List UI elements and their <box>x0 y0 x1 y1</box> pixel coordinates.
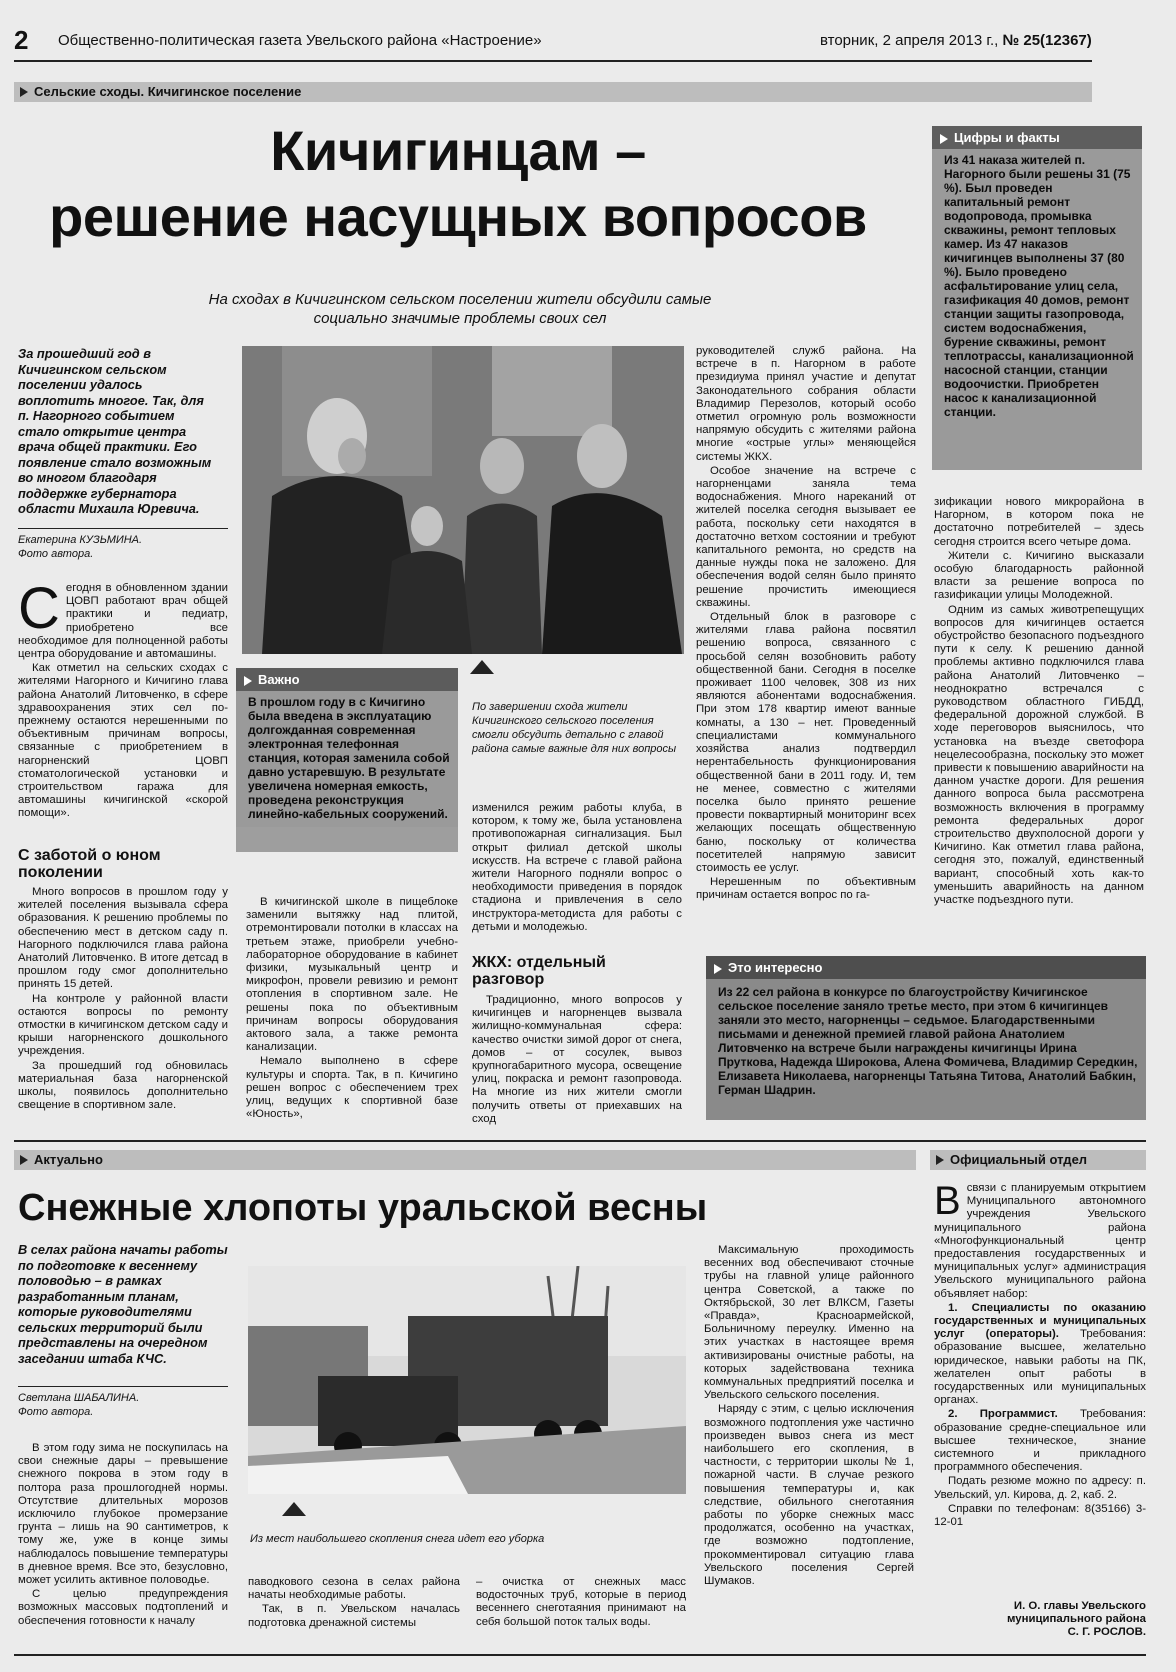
meeting-photo-image <box>242 346 684 654</box>
official-item1-title: 1. Специалисты по оказанию государственных и муниципальных услуг (операторы). <box>934 1301 1146 1341</box>
sign-line3: С. Г. РОСЛОВ. <box>1067 1626 1146 1639</box>
a2-col1-p1: В этом году зима не поскупилась на свои снежные дары – превышение снежного покрова в этом году в полтора раза прошлогодней нормы. Отсутствие длительных морозов исключило глубокое промерзание грунта – лишь на 90 сантиметров, к тому же, уже в конце зимы наблюдалось повышение температуры в дневное время. Все это, безусловно, может усилить активное половодье. <box>18 1442 228 1587</box>
article2-col3 <box>476 1576 686 1630</box>
headline-line2: решение насущных вопросов <box>49 185 867 248</box>
article1-col2 <box>246 896 458 1122</box>
issue-date <box>820 32 1092 50</box>
a2-col2-p2: Так, в п. Увельском началась подготовка дренажной системы <box>248 1603 460 1629</box>
article1-col1 <box>18 576 228 822</box>
col2-p2: Немало выполнено в сфере культуры и спорта. Так, в п. Кичигино решен вопрос с обеспечением трех улиц, ведущих к спортивной базе «Юность», <box>246 1055 458 1121</box>
headline-line1: Кичигинцам – <box>270 119 646 182</box>
col1-p5: За прошедший год обновилась материальная база нагорненской школы, появилось дополнительно свещение в спортивном зале. <box>18 1059 228 1112</box>
caption-triangle-icon <box>470 660 494 674</box>
article2-headline: Снежные хлопоты уральской весны <box>18 1187 708 1229</box>
article1-col3 <box>472 802 682 935</box>
sign-line2: муниципального района <box>1007 1613 1146 1626</box>
a2-col1-p2: С целью предупреждения возможных массовых подтоплений и обеспечения готовности к началу <box>18 1588 228 1627</box>
article2-photo-credit: Фото автора. <box>18 1406 94 1418</box>
col3-p1: изменился режим работы клуба, в котором, к тому же, была установлена противопожарная сигнализация. Был открыт филиал детской школы искусств. На встрече с главой района жители Нагорного подняли вопрос о необходимости приведения в порядок стадиона и привлечения в село инструктора-методиста для работы с детьми и молодежью. <box>472 802 682 933</box>
rubric-article2: Актуально <box>14 1150 916 1170</box>
official-text <box>934 1179 1146 1530</box>
dropcap-v: В <box>934 1179 961 1223</box>
meeting-photo <box>242 346 684 654</box>
article1-col5 <box>934 496 1144 908</box>
sign-line1: И. О. главы Увельского <box>1013 1600 1146 1612</box>
publication-name: Общественно-политическая газета Увельского района «Настроение» <box>58 32 542 49</box>
a2-col3-p1: – очистка от снежных масс водосточных труб, которые в период весеннего снеготаяния принимают на себя большой поток талых воды. <box>476 1576 686 1628</box>
photo2-caption: Из мест наибольшего скопления снега идет его уборка <box>250 1533 545 1545</box>
col1-p3: Много вопросов в прошлом году у жителей поселения вызывала сфера образования. К решению проблемы по обеспечению мест в детском саду п. Нагорного подключился глава района Анатолий Литовченко. В итоге детсад в прошлом году смог дополнительно принять 15 детей. <box>18 886 228 991</box>
interesting-box <box>706 956 1146 1120</box>
bottom-rule <box>14 1654 1146 1656</box>
article2-col2 <box>248 1576 460 1631</box>
col5-p1: зификации нового микрорайона в Нагорном, в котором пока не достаточно потребителей – здесь сегодня строится всего четыре дома. <box>934 496 1144 548</box>
official-p1: связи с планируемым открытием Муниципального автономного учреждения Увельского муниципального района «Многофункциональный центр предоставления государственных и муниципальных услуг» администрация Увельского муниципального района объявляет набор: <box>934 1182 1146 1300</box>
col5-p2: Жители с. Кичигино высказали особую благодарность районной власти за решение вопроса по газификации улицы Молодежной. <box>934 549 1144 602</box>
dropcap-s: С <box>18 576 60 641</box>
col4-p3: Отдельный блок в разговоре с жителями глава района посвятил решению вопроса, связанного с просьбой селян возобновить работу общественной бани. Сегодня в поселке проживает 1100 человек, 308 из них являются абонентами водоснабжения. При этом 178 квартир имеют ванные комнаты, а 130 – нет. Проведенный специалистами коммунального хозяйства анализ подтвердил нерентабельность функционирования общественной бани в 2011 году. И, тем не менее, совместно с жителями поселка было принято решение провести поквартирный мониторинг всех желающих посещать общественную баню, поскольку от количества посетителей напрямую зависит стоимость ее услуг. <box>696 611 916 874</box>
important-text: В прошлом году в с Кичигино была введена в эксплуатацию долгожданная современная электронная телефонная станция, которая заменила собой давно устаревшую. В результате увеличена номерная емкость, проведена реконструкция линейно-кабельных сооружений. <box>236 691 458 827</box>
col1-p1: егодня в обновленном здании ЦОВП работают врач общей практики и педиатр, приобретено все необходимое для полноценной работы центра оборудование и автомашины. <box>18 582 228 661</box>
col2-p1: В кичигинской школе в пищеблоке заменили вытяжку над плитой, отремонтировали потолки в классах на третьем этаже, приобрели учебно-лабораторное оборудование в кабинет физики, музыкальный центр и микрофон, провели ревизию и ремонт отопления в спортивном зале. Не решены пока по объективным причинам вопросы оборудования актового зала, а также ремонта канализации. <box>246 896 458 1054</box>
col4-p4: Нерешенным по объективным причинам остается вопрос по га- <box>696 876 916 902</box>
photo1-caption: По завершении схода жители Кичигинского сельского поселения смогли обсудить детально с главой района самые важные для них вопросы <box>472 701 677 755</box>
header-rule <box>14 60 1092 62</box>
a2-col4-p1: Максимальную проходимость весенних вод обеспечивают сточные трубы на главной улице районного центра Советской, а также по Октябрьской, 30 лет ВЛКСМ, Газеты «Правда», Красноармейской, Больничному переулку. Именно на этих участках в настоящее время активизированы очистные работы, на которых задействована техника коммунальных предприятий поселка и Увельского сельского поселения. <box>704 1244 914 1402</box>
subhead-zhkh: ЖКХ: отдельный разговор <box>472 954 606 988</box>
official-p2: Подать резюме можно по адресу: п. Увельский, ул. Кирова, д. 2, каб. 2. <box>934 1475 1146 1501</box>
byline-rule-2 <box>18 1386 228 1387</box>
official-item1-text: Требования: образование высшее, желательно юридическое, навыки работы на ПК, желателен опыт работы в государственных или муниципальных органах. <box>934 1328 1146 1407</box>
rubric-official: Официальный отдел <box>930 1150 1146 1170</box>
caption-triangle-icon-2 <box>282 1502 306 1516</box>
rubric-article1: Сельские сходы. Кичигинское поселение <box>14 82 1092 102</box>
article2-lead: В селах района начаты работы по подготовке к весеннему половодью – в рамках разработанным планам, которые руководителями сельских территорий были представлены на очередном заседании штаба КЧС. <box>18 1242 228 1366</box>
important-title: Важно <box>236 668 458 691</box>
page-number: 2 <box>14 25 29 55</box>
issue-number: № 25(12367) <box>1002 32 1092 49</box>
col4-p2: Особое значение на встрече с нагорненцами заняла тема водоснабжения. Много нареканий от жителей поселка сегодня вызывает ее работа, поскольку сети находятся в достаточно ветхом состоянии и требуют капитального ремонта, но средств на данные нужды пока не заложено. Для обеспечения водой селян было принято решение прочистить имеющиеся скважины. <box>696 464 916 609</box>
col1-p2: Как отметил на сельских сходах с жителями Нагорного и Кичигино глава района Анатолий Литовченко, в сфере здравоохранения этих сел по-прежнему остаются нерешенными по объективным причинам вопросы, связанные с приобретением в нагорненский ЦОВП стоматологической установки и строительством гаража для автомашины кичигинской «скорой помощи». <box>18 662 228 820</box>
official-p3: Справки по телефонам: 8(35166) 3-12-01 <box>934 1502 1146 1529</box>
snow-photo <box>248 1266 686 1494</box>
facts-text: Из 41 наказа жителей п. Нагорного были решены 31 (75 %). Был проведен капитальный ремонт водопровода, промывка скважины, ремонт тепловых камер. Из 47 наказов кичигинцев выполнены 37 (80 %). Было проведено асфальтирование улиц села, газификация 40 домов, ремонт станции защиты газопровода, систем водоснабжения, бурение скважины, ремонт теплотрассы, канализационной насосной станции, станции водоочистки. Приобретен насос к канализационной станции. <box>932 149 1142 425</box>
article1-col4 <box>696 345 916 904</box>
col1-p4: На контроле у районной власти остаются вопросы по ремонту отмостки в кичигинском детском саду и крыши нагорненского дошкольного учреждения. <box>18 992 228 1058</box>
facts-title: Цифры и факты <box>932 126 1142 149</box>
a2-col2-p1: паводкового сезона в селах района начаты необходимые работы. <box>248 1576 460 1602</box>
col5-p3: Одним из самых животрепещущих вопросов для кичигинцев остается обустройство безопасного подъездного пути к селу. К решению данной проблемы активно подключился глава района Анатолий Литовченко – неоднократно встречался с руководством областного ГИБДД, федеральной дорожной службой. В ходе переговоров выяснилось, что установка на въезде светофора нецелесообразна, поскольку это может привести к повышению аварийности на данном участке дороги. Для решения данного вопроса была рассмотрена возможность включения в программу ремонта федеральных дорог строительство двухполосной дороги у Кичигино. Как отметил глава района, сегодня это, пожалуй, единственный вариант, способный хоть как-то уменьшить аварийность на данном участке подъездного пути. <box>934 603 1144 907</box>
interesting-text: Из 22 сел района в конкурсе по благоустройству Кичигинское сельское поселение заняло третье место, при этом 6 кичигинцев заняли это место, нагорненцы – седьмое. Благодарственными письмами и денежной премией главой района Анатолием Литовченко на встрече были награждены кичигинцы Ирина Пруткова, Надежда Широкова, Алена Фомичева, Владимир Середкин, Елизавета Николаева, нагорненцы Татьяна Титова, Анатолий Бабкин, Герман Шадрин. <box>706 979 1146 1103</box>
section-rule <box>14 1140 1146 1142</box>
facts-box <box>932 126 1142 470</box>
byline-rule <box>18 528 228 529</box>
col4-p1: руководителей служб района. На встрече в п. Нагорном в работе президиума принял участие и депутат Законодательного собрания области Владимир Перезолов, который особо отметил огромную роль возможности напрямую обсудить с жителями района многие «острые углы» меняющейся системы ЖКХ. <box>696 345 916 463</box>
article1-lead: За прошедший год в Кичигинском сельском поселении удалось воплотить многое. Так, для п. Нагорного событием стало открытие центра врача общей практики. Его появление стало возможным во многом благодаря поддержке губернатора области Михаила Юревича. <box>18 346 212 516</box>
important-box <box>236 668 458 852</box>
official-signature <box>934 1600 1146 1640</box>
a2-col4-p2: Наряду с этим, с целью исключения возможного подтопления уже частично произведен вывоз снега из мест наибольшего его скопления, в частности, с территории школы № 1, пожарной части. В случае резкого повышения температуры и, как следствие, обильного снеготаяния работы по уборке снежных масс продолжатся, особенно на участках, где возможно подтопление, прокомментировал ситуацию глава Увельского поселения Сергей Шумаков. <box>704 1403 914 1588</box>
article1-subtitle: На сходах в Кичигинском сельском поселении жители обсудили самые социально значимые проблемы своих сел <box>208 291 712 327</box>
official-item2-title: 2. Программист. <box>948 1408 1058 1421</box>
article2-author: Светлана ШАБАЛИНА. <box>18 1392 140 1404</box>
official-item2-text: Требования: образование средне-специальное или высшее техническое, знание системного и прикладного программного обеспечения. <box>934 1408 1146 1474</box>
snow-photo-image <box>248 1266 686 1494</box>
article2-col1 <box>18 1442 228 1629</box>
date-text: вторник, 2 апреля 2013 г., <box>820 32 1003 49</box>
article2-col4 <box>704 1244 914 1589</box>
subhead-young: С заботой о юном поколении <box>18 847 161 881</box>
col3-p2: Традиционно, много вопросов у кичигинцев и нагорненцев вызвала жилищно-коммунальная сфера: качество очистки зимой дорог от снега, домов – от сосулек, вывоз крупногабаритного мусора, освещение улиц, покраска и ремонт газопровода. На многие из них жители смогли получить ответы от приехавших на сход <box>472 994 682 1125</box>
interesting-title: Это интересно <box>706 956 1146 979</box>
article1-col3b <box>472 994 682 1127</box>
article1-headline <box>18 118 898 250</box>
article1-photo-credit: Фото автора. <box>18 548 94 560</box>
article1-author: Екатерина КУЗЬМИНА. <box>18 534 143 546</box>
article1-col1b <box>18 886 228 1113</box>
